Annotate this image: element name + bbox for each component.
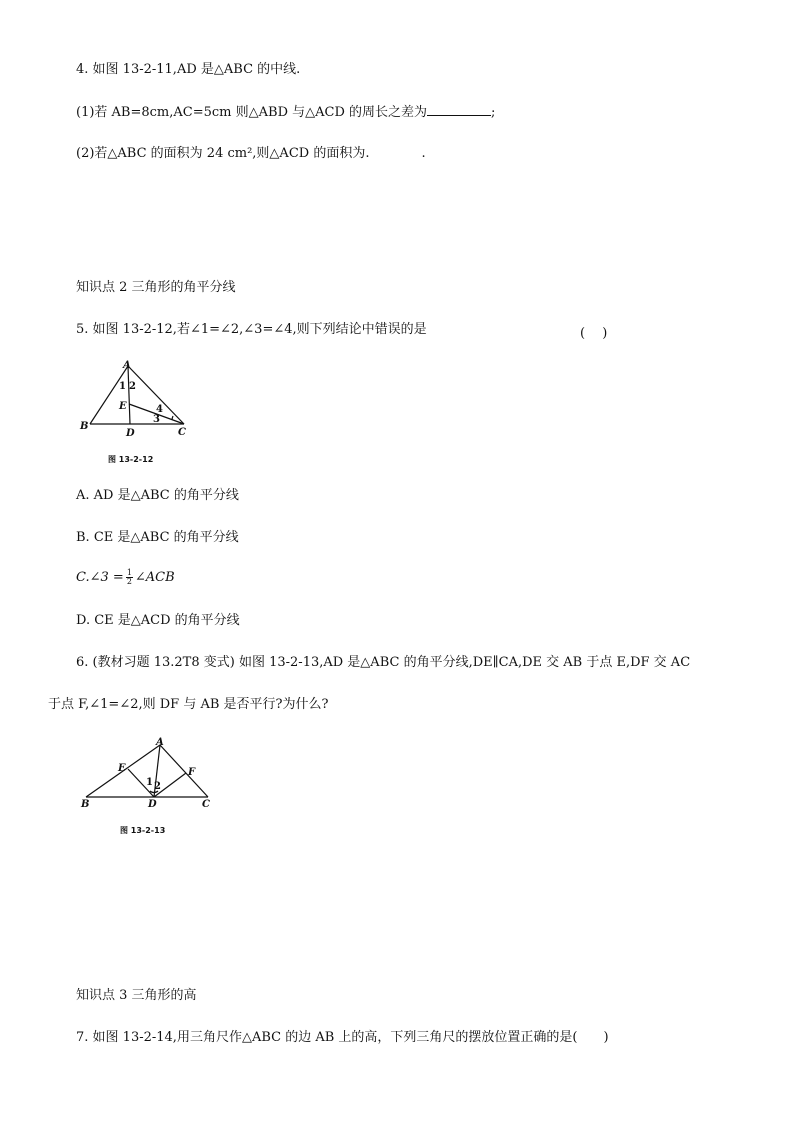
label-angle-4: 4: [156, 404, 163, 415]
label-D: D: [126, 428, 135, 439]
q7-paren-close: ): [603, 1030, 609, 1045]
q5-option-a[interactable]: A. AD 是△ABC 的角平分线: [76, 488, 239, 503]
label-C: C: [178, 427, 186, 438]
section-heading-2: 知识点 2 三角形的角平分线: [76, 280, 236, 295]
q5-option-c[interactable]: [76, 568, 175, 588]
figure-caption-13-2-12: 图 13-2-12: [108, 455, 154, 464]
label-angle-2: 2: [154, 781, 161, 792]
q4-part1-end: ;: [491, 105, 496, 120]
label-angle-2: 2: [129, 381, 136, 392]
q5-option-b[interactable]: B. CE 是△ABC 的角平分线: [76, 530, 239, 545]
q6-line2: 于点 F,∠1=∠2,则 DF 与 AB 是否平行?为什么?: [48, 697, 329, 712]
q7-stem: [76, 1030, 609, 1046]
figure-13-2-12: [78, 358, 198, 440]
section-heading-3: 知识点 3 三角形的高: [76, 988, 197, 1003]
fraction-denominator: 2: [126, 577, 132, 586]
label-B: B: [81, 799, 90, 809]
q4-part2-text: (2)若△ABC 的面积为 24 cm²,则△ACD 的面积为.: [76, 146, 370, 161]
segment-AB: [90, 366, 128, 424]
q6-line1: 6. (教材习题 13.2T8 变式) 如图 13-2-13,AD 是△ABC 的角平分线,DE∥CA,DE 交 AB 于点 E,DF 交 AC: [76, 655, 691, 670]
q4-stem: 4. 如图 13-2-11,AD 是△ABC 的中线.: [76, 62, 301, 77]
label-E: E: [119, 401, 127, 412]
fraction-one-half: [126, 569, 133, 586]
label-A: A: [156, 737, 164, 748]
label-F: F: [188, 767, 196, 778]
q5-option-d[interactable]: D. CE 是△ACD 的角平分线: [76, 613, 240, 628]
label-C: C: [202, 799, 210, 809]
segment-AD: [128, 366, 130, 424]
label-angle-1: 1: [119, 381, 126, 392]
figure-13-2-13: [78, 735, 218, 809]
label-D: D: [148, 799, 157, 809]
q7-stem-text: 7. 如图 13-2-14,用三角尺作△ABC 的边 AB 上的高，下列三角尺的摆放位置正确的是(: [76, 1030, 578, 1045]
q5-option-c-suffix: ∠ACB: [134, 570, 175, 585]
label-B: B: [80, 421, 89, 432]
q5-stem: 5. 如图 13-2-12,若∠1=∠2,∠3=∠4,则下列结论中错误的是: [76, 322, 427, 337]
q4-part2-end: .: [421, 146, 426, 161]
figure-caption-13-2-13: 图 13-2-13: [120, 826, 166, 835]
fraction-numerator: 1: [126, 568, 132, 577]
segment-AC: [160, 745, 208, 797]
label-angle-1: 1: [146, 777, 153, 788]
label-angle-3: 3: [153, 414, 160, 425]
label-E: E: [118, 763, 126, 774]
q4-part2: [76, 146, 426, 162]
label-A: A: [123, 360, 131, 371]
q5-option-c-prefix: C.∠3 =: [76, 570, 124, 585]
q4-part1: [76, 104, 495, 121]
q5-answer-paren: ( ): [580, 326, 608, 341]
answer-blank: [427, 104, 491, 116]
q4-part1-text: (1)若 AB=8cm,AC=5cm 则△ABD 与△ACD 的周长之差为: [76, 105, 428, 120]
